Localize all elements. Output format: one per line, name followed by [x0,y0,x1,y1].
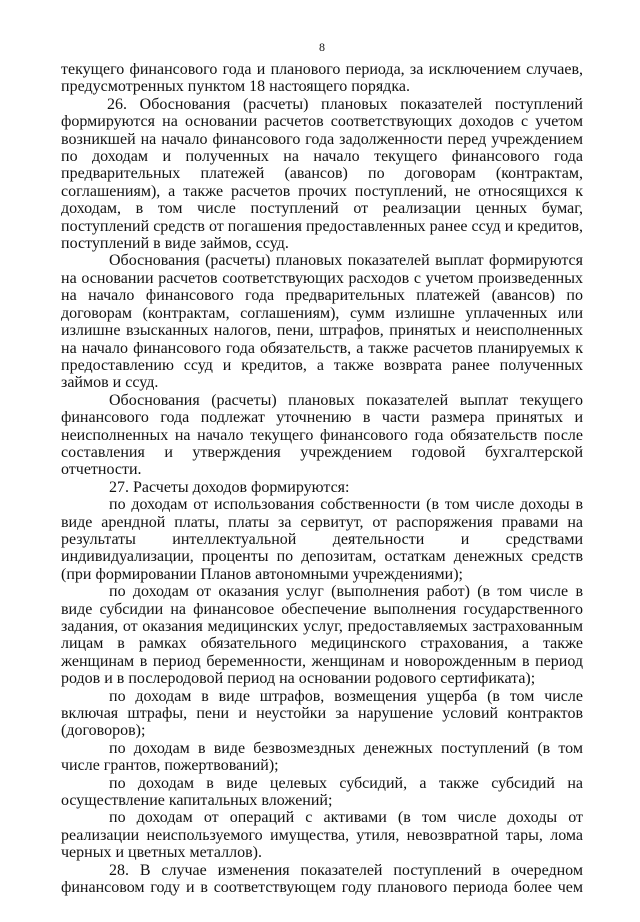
paragraph-payments-clarification: Обоснования (расчеты) плановых показателей выплат текущего финансового года подлежат уточнению в части размера принятых и неисполненных на начало текущего финансового года обязательств после составления и утверждения учреждением годовой бухгалтерской отчетности. [61,391,583,479]
document-body [61,61,583,897]
list-item-subsidies-income: по доходам в виде целевых субсидий, а также субсидий на осуществление капитальных вложений; [61,774,583,810]
list-item-grants-income: по доходам в виде безвозмездных денежных поступлений (в том числе грантов, пожертвований); [61,739,583,775]
page-number: 8 [319,40,325,54]
paragraph-26-receipts-justification: 26. Обоснования (расчеты) плановых показателей поступлений формируются на основании расчетов соответствующих доходов с учетом возникшей на начало финансового года задолженности перед учреждением по доходам и полученных на начало текущего финансового года предварительных платежей (авансов) по договорам (контрактам, соглашениям), а также расчетов прочих поступлений, не относящихся к доходам, в том числе поступлений от реализации ценных бумаг, поступлений средств от погашения предоставленных ранее ссуд и кредитов, поступлений в виде займов, ссуд. [61,95,583,253]
paragraph-28-changes: 28. В случае изменения показателей поступлений в очередном финансовом году и в соответствующем году планового периода более чем [61,861,583,897]
paragraph-payments-justification: Обоснования (расчеты) плановых показателей выплат формируются на основании расчетов соответствующих расходов с учетом произведенных на начало финансового года предварительных платежей (авансов) по договорам (контрактам, соглашениям), сумм излишне уплаченных или излишне взысканных налогов, пени, штрафов, принятых и неисполненных на начало финансового года обязательств, а также расчетов планируемых к предоставлению ссуд и кредитов, а также возврата ранее полученных займов и ссуд. [61,252,583,392]
list-item-property-income: по доходам от использования собственности (в том числе доходы в виде арендной платы, платы за сервитут, от распоряжения правами на результаты интеллектуальной деятельности и средствами индивидуализации, проценты по депозитам, остаткам денежных средств (при формировании Планов автономными учреждениями); [61,496,583,583]
list-item-fines-income: по доходам в виде штрафов, возмещения ущерба (в том числе включая штрафы, пени и неустойки за нарушение условий контрактов (договоров); [61,687,583,740]
list-item-assets-income: по доходам от операций с активами (в том числе доходы от реализации неиспользуемого имущества, утиля, невозвратной тары, лома черных и цветных металлов). [61,809,583,862]
list-item-services-income: по доходам от оказания услуг (выполнения работ) (в том числе в виде субсидии на финансовое обеспечение выполнения государственного задания, от оказания медицинских услуг, предоставляемых застрахованным лицам в рамках обязательного медицинского страхования, а также женщинам в период беременности, женщинам и новорожденным в период родов и в послеродовой период на основании родового сертификата); [61,583,583,688]
paragraph-27-income-calculations: 27. Расчеты доходов формируются: [109,478,350,496]
paragraph-continuation: текущего финансового года и планового периода, за исключением случаев, предусмотренных пунктом 18 настоящего порядка. [61,61,583,96]
